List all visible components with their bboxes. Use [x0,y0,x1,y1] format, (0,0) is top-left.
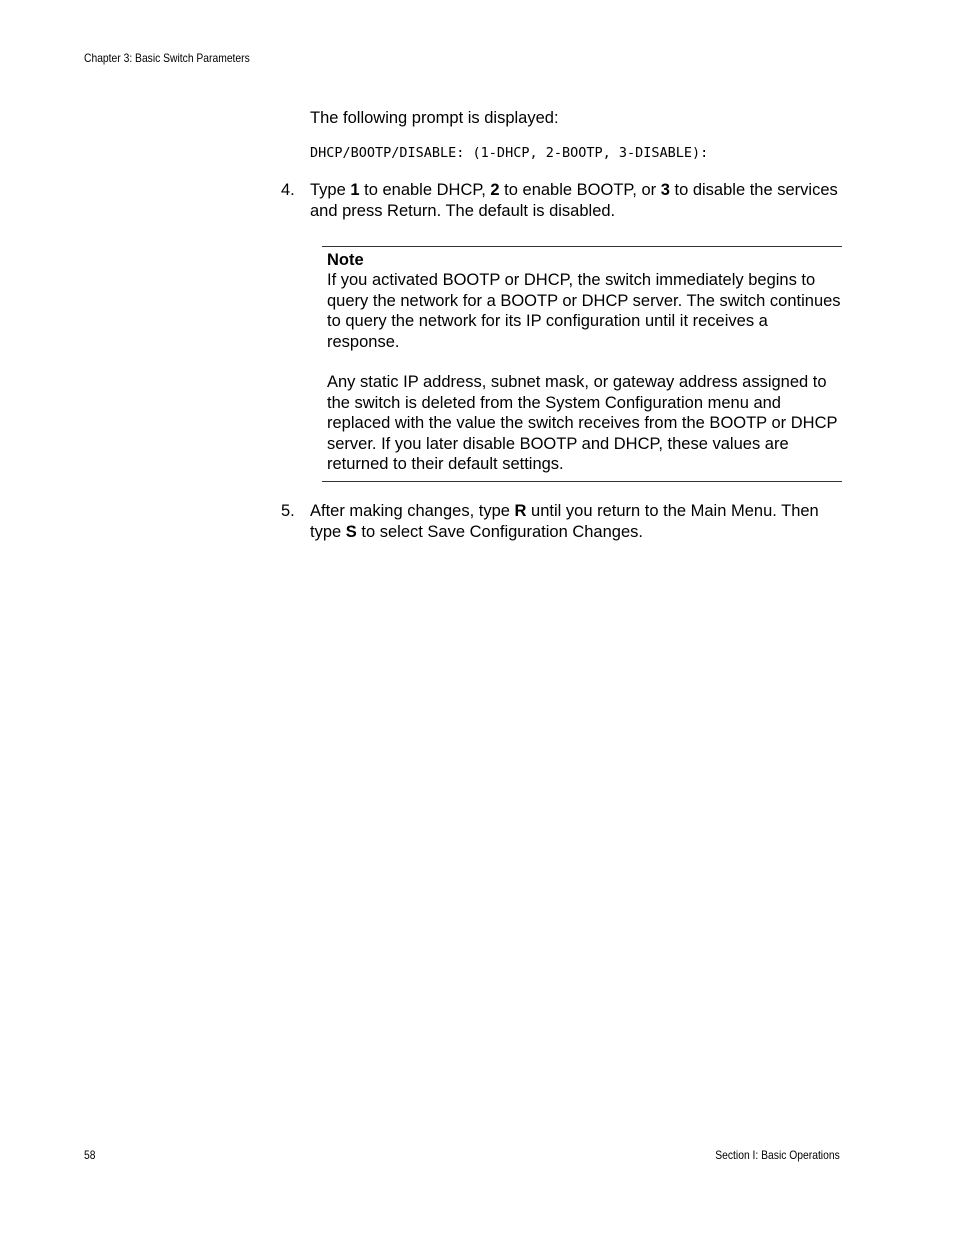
step-4 [281,180,841,221]
step-text: Type 1 to enable DHCP, 2 to enable BOOTP, or 3 to disable the services and press Return. The default is disabled. [310,181,838,220]
section-title: Section I: Basic Operations [715,1148,840,1162]
step-text: After making changes, type R until you return to the Main Menu. Then type S to select Save Configuration Changes. [310,502,819,541]
note-box [322,246,842,482]
running-header: Chapter 3: Basic Switch Parameters [84,51,250,65]
note-title: Note [327,251,364,269]
intro-text: The following prompt is displayed: [310,109,559,127]
console-prompt: DHCP/BOOTP/DISABLE: (1-DHCP, 2-BOOTP, 3-DISABLE): [310,145,709,161]
note-paragraph-2: Any static IP address, subnet mask, or gateway address assigned to the switch is deleted from the System Configuration menu and replaced with the value the switch receives from the BOOTP or DHCP server. If you later disable BOOTP and DHCP, these values are returned to their default settings. [327,373,838,473]
step-number: 4. [281,181,295,199]
step-number: 5. [281,502,295,520]
step-5 [281,501,841,542]
page-number: 58 [84,1148,96,1162]
note-paragraph-1: If you activated BOOTP or DHCP, the switch immediately begins to query the network for a BOOTP or DHCP server. The switch continues to query the network for its IP configuration until it receives a response. [327,271,841,351]
